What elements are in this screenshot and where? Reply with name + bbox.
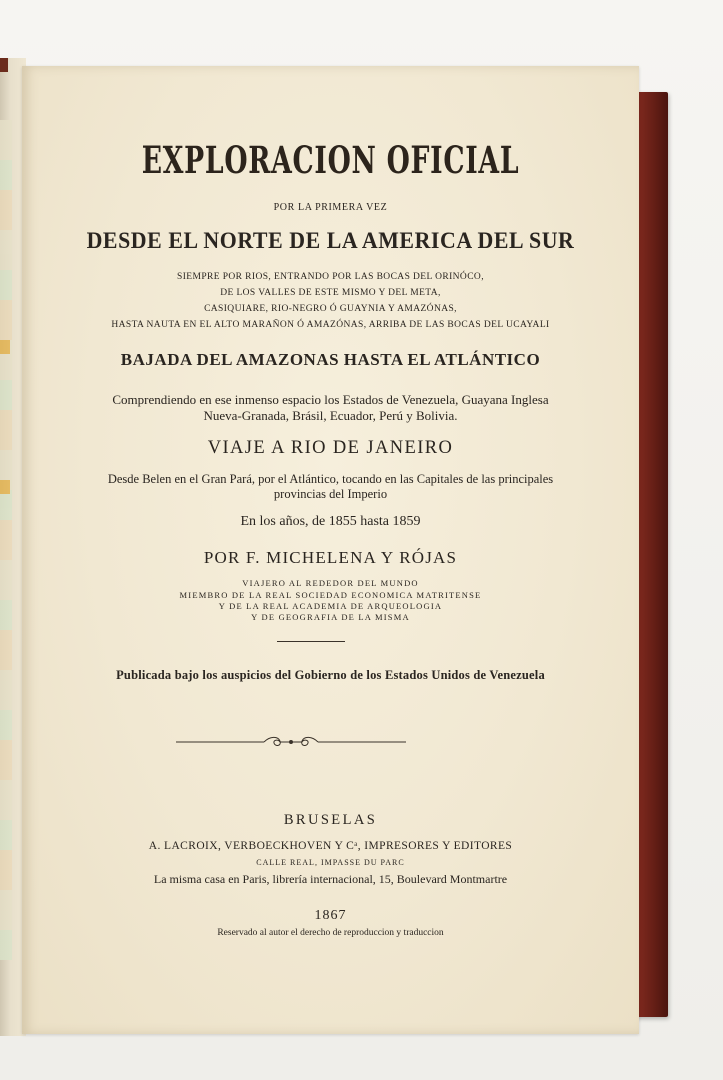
main-title: EXPLORACION OFICIAL [141,138,520,182]
paris-line: La misma casa en Paris, librería internacional, 15, Boulevard Montmartre [153,872,508,886]
ornamental-rule [176,734,406,750]
folded-map-edge [0,120,12,960]
credential-line: Y DE LA REAL ACADEMIA DE ARQUEOLOGIA [218,601,443,611]
comprendiendo-line: Nueva-Granada, Brásil, Ecuador, Perú y Bolivia. [203,408,458,423]
subtitle-small: POR LA PRIMERA VEZ [273,202,388,213]
credential-line: MIEMBRO DE LA REAL SOCIEDAD ECONOMICA MATRITENSE [179,590,482,600]
published-under-line: Publicada bajo los auspicios del Gobierno de los Estados Unidos de Venezuela [116,668,545,682]
route-line: HASTA NAUTA EN EL ALTO MARAÑON Ó AMAZÓNAS, ARRIBA DE LAS BOCAS DEL UCAYALI [111,320,550,330]
comprendiendo-line: Comprendiendo en ese inmenso espacio los Estados de Venezuela, Guayana Inglesa [112,392,549,407]
divider-rule [277,641,345,642]
rights-line: Reservado al autor el derecho de reproduccion y traduccion [217,928,444,938]
city-line: BRUSELAS [283,812,378,828]
route-line: SIEMPRE POR RIOS, ENTRANDO POR LAS BOCAS DEL ORINÓCO, [177,272,484,282]
viaje-heading: VIAJE A RIO DE JANEIRO [207,438,454,458]
credential-line: VIAJERO AL REDEDOR DEL MUNDO [242,578,419,588]
year-line: 1867 [314,908,347,923]
map-color-tab [0,480,10,494]
years-line: En los años, de 1855 hasta 1859 [240,514,421,529]
address-line: CALLE REAL, IMPASSE DU PARC [256,858,405,867]
publisher-line: A. LACROIX, VERBOECKHOVEN Y Cᵃ, IMPRESORES Y EDITORES [148,840,513,852]
title-page [22,66,639,1034]
desde-line: Desde Belen en el Gran Pará, por el Atlántico, tocando en las Capitales de las principales [107,472,554,486]
subtitle-large: DESDE EL NORTE DE LA AMERICA DEL SUR [86,228,575,253]
route-line: DE LOS VALLES DE ESTE MISMO Y DEL META, [220,288,441,298]
credential-line: Y DE GEOGRAFIA DE LA MISMA [251,612,410,622]
spine-corner [0,58,8,72]
route-line: CASIQUIARE, RIO-NEGRO Ó GUAYNIA Y AMAZÓNAS, [204,304,457,314]
bajada-heading: BAJADA DEL AMAZONAS HASTA EL ATLÁNTICO [120,350,541,369]
title-page-content [22,66,639,1034]
desde-line: provincias del Imperio [273,487,388,501]
map-color-tab [0,340,10,354]
author-line: POR F. MICHELENA Y RÓJAS [203,548,458,567]
